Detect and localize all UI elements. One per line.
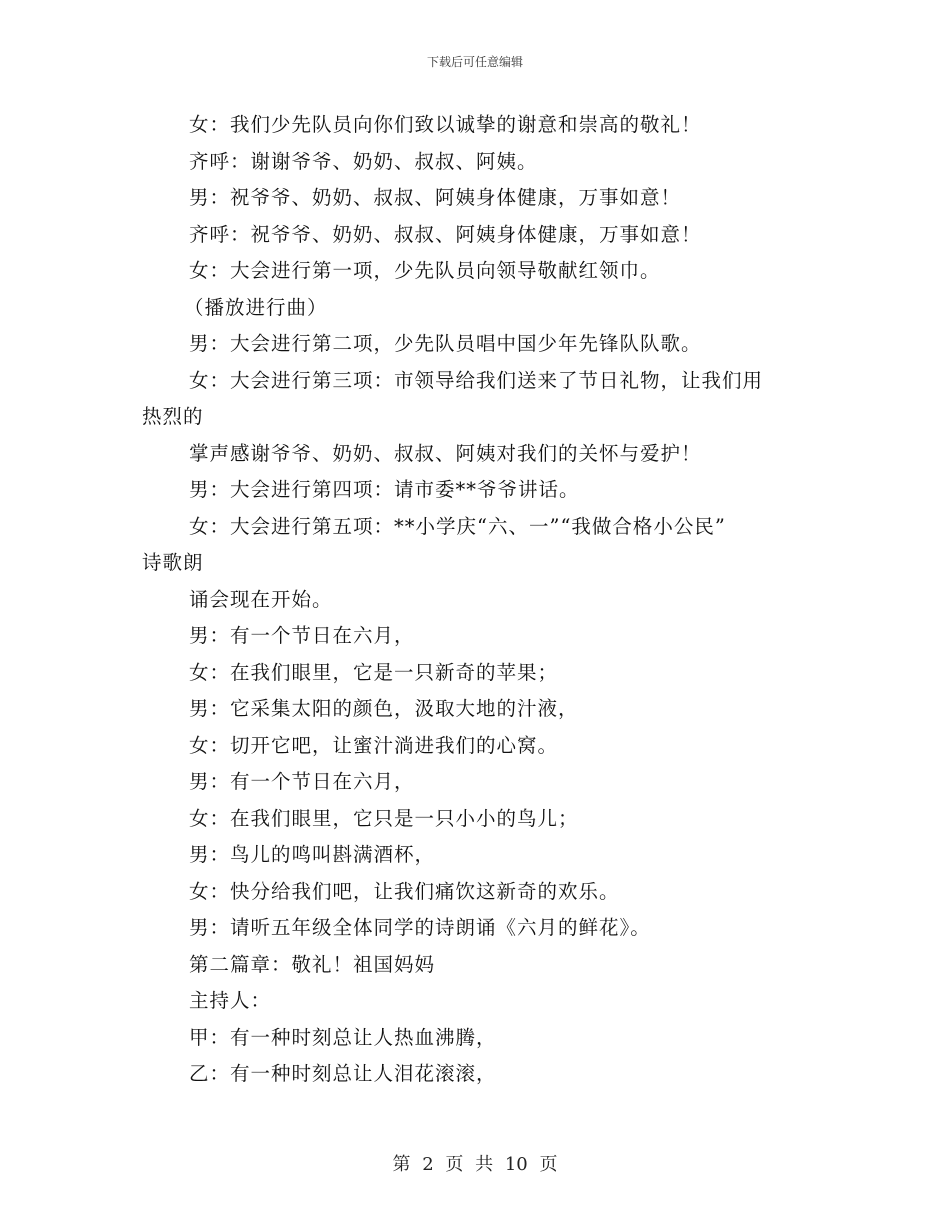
body-line: 热烈的 xyxy=(142,405,204,428)
body-line: 甲：有一种时刻总让人热血沸腾， xyxy=(189,1025,497,1049)
body-line: （播放进行曲） xyxy=(184,295,328,319)
section-heading: 第二篇章：敬礼！祖国妈妈 xyxy=(189,952,436,976)
body-line: 掌声感谢爷爷、奶奶、叔叔、阿姨对我们的关怀与爱护！ xyxy=(189,441,702,465)
body-line: 诵会现在开始。 xyxy=(189,587,333,611)
body-line: 男：它采集太阳的颜色，汲取大地的汁液， xyxy=(189,697,579,720)
page-header: 下载后可任意编辑 xyxy=(426,55,523,69)
body-line: 齐呼：祝爷爷、奶奶、叔叔、阿姨身体健康，万事如意！ xyxy=(189,222,702,246)
body-line: 女：大会进行第一项，少先队员向领导敬献红领巾。 xyxy=(189,259,661,282)
body-line: 女：大会进行第三项：市领导给我们送来了节日礼物，让我们用 xyxy=(189,368,764,392)
body-line: 女：在我们眼里，它是一只新奇的苹果； xyxy=(189,660,559,684)
body-line: 男：大会进行第四项：请市委**爷爷讲话。 xyxy=(189,478,580,501)
page-number: 第 2 页 共 10 页 xyxy=(392,1154,558,1175)
body-line: 主持人： xyxy=(189,989,272,1012)
body-line: 诗歌朗 xyxy=(142,551,204,574)
body-line: 乙：有一种时刻总让人泪花滚滚， xyxy=(189,1062,497,1085)
body-line: 男：大会进行第二项，少先队员唱中国少年先锋队队歌。 xyxy=(189,332,702,355)
body-line: 男：有一个节日在六月， xyxy=(189,770,415,793)
body-line: 男：请听五年级全体同学的诗朗诵《六月的鲜花》。 xyxy=(189,916,651,939)
body-line: 女：在我们眼里，它只是一只小小的鸟儿； xyxy=(189,806,579,830)
document-body xyxy=(142,107,822,1093)
body-line: 女：快分给我们吧，让我们痛饮这新奇的欢乐。 xyxy=(189,879,620,903)
body-line: 女：切开它吧，让蜜汁淌进我们的心窝。 xyxy=(189,733,559,757)
body-line: 齐呼：谢谢爷爷、奶奶、叔叔、阿姨。 xyxy=(189,149,538,173)
body-line: 男：祝爷爷、奶奶、叔叔、阿姨身体健康，万事如意！ xyxy=(189,186,682,209)
body-line: 女：我们少先队员向你们致以诚挚的谢意和崇高的敬礼！ xyxy=(189,113,702,136)
body-line: 女：大会进行第五项：**小学庆“六、一”“我做合格小公民” xyxy=(189,514,726,538)
body-line: 男：鸟儿的鸣叫斟满酒杯， xyxy=(189,843,436,866)
body-line: 男：有一个节日在六月， xyxy=(189,624,415,647)
